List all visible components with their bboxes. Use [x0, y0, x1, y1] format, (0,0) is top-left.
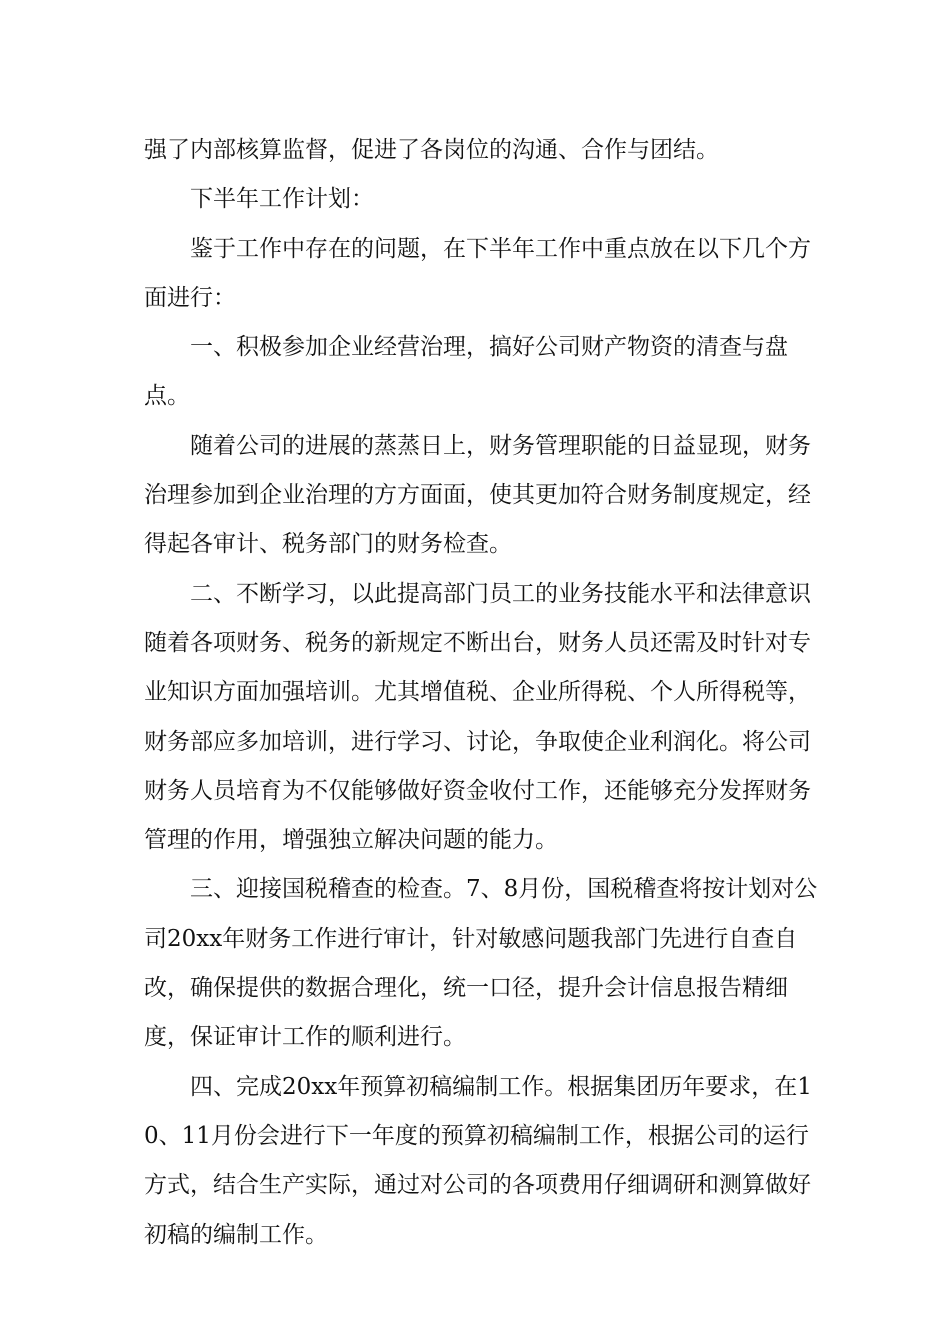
- document-body: [144, 126, 824, 1260]
- paragraph-item-1: 随着公司的进展的蒸蒸日上，财务管理职能的日益显现，财务治理参加到企业治理的方方面面，使其更加符合财务制度规定，经得起各审计、税务部门的财务检查。: [144, 432, 811, 558]
- paragraph-item-2: 二、不断学习，以此提高部门员工的业务技能水平和法律意识随着各项财务、税务的新规定不断出台，财务人员还需及时针对专业知识方面加强培训。尤其增值税、企业所得税、个人所得税等，财务部应多加培训，进行学习、讨论，争取使企业利润化。将公司财务人员培育为不仅能够做好资金收付工作，还能够充分发挥财务管理的作用，增强独立解决问题的能力。: [144, 580, 811, 854]
- item-heading-1: 一、积极参加企业经营治理，搞好公司财产物资的清查与盘点。: [144, 334, 788, 410]
- paragraph-item-4: 四、完成20xx年预算初稿编制工作。根据集团历年要求，在10、11月份会进行下一年度的预算初稿编制工作，根据公司的运行方式，结合生产实际，通过对公司的各项费用仔细调研和测算做好初稿的编制工作。: [144, 1073, 812, 1248]
- section-heading-plan: 下半年工作计划：: [144, 186, 374, 213]
- paragraph-item-3: 三、迎接国税稽查的检查。7、8月份，国税稽查将按计划对公司20xx年财务工作进行审计，针对敏感问题我部门先进行自查自改，确保提供的数据合理化，统一口径，提升会计信息报告精细度，保证审计工作的顺利进行。: [144, 876, 818, 1051]
- paragraph-continuation: 强了内部核算监督，促进了各岗位的沟通、合作与团结。: [144, 137, 719, 163]
- paragraph-intro: 鉴于工作中存在的问题，在下半年工作中重点放在以下几个方面进行：: [144, 235, 811, 311]
